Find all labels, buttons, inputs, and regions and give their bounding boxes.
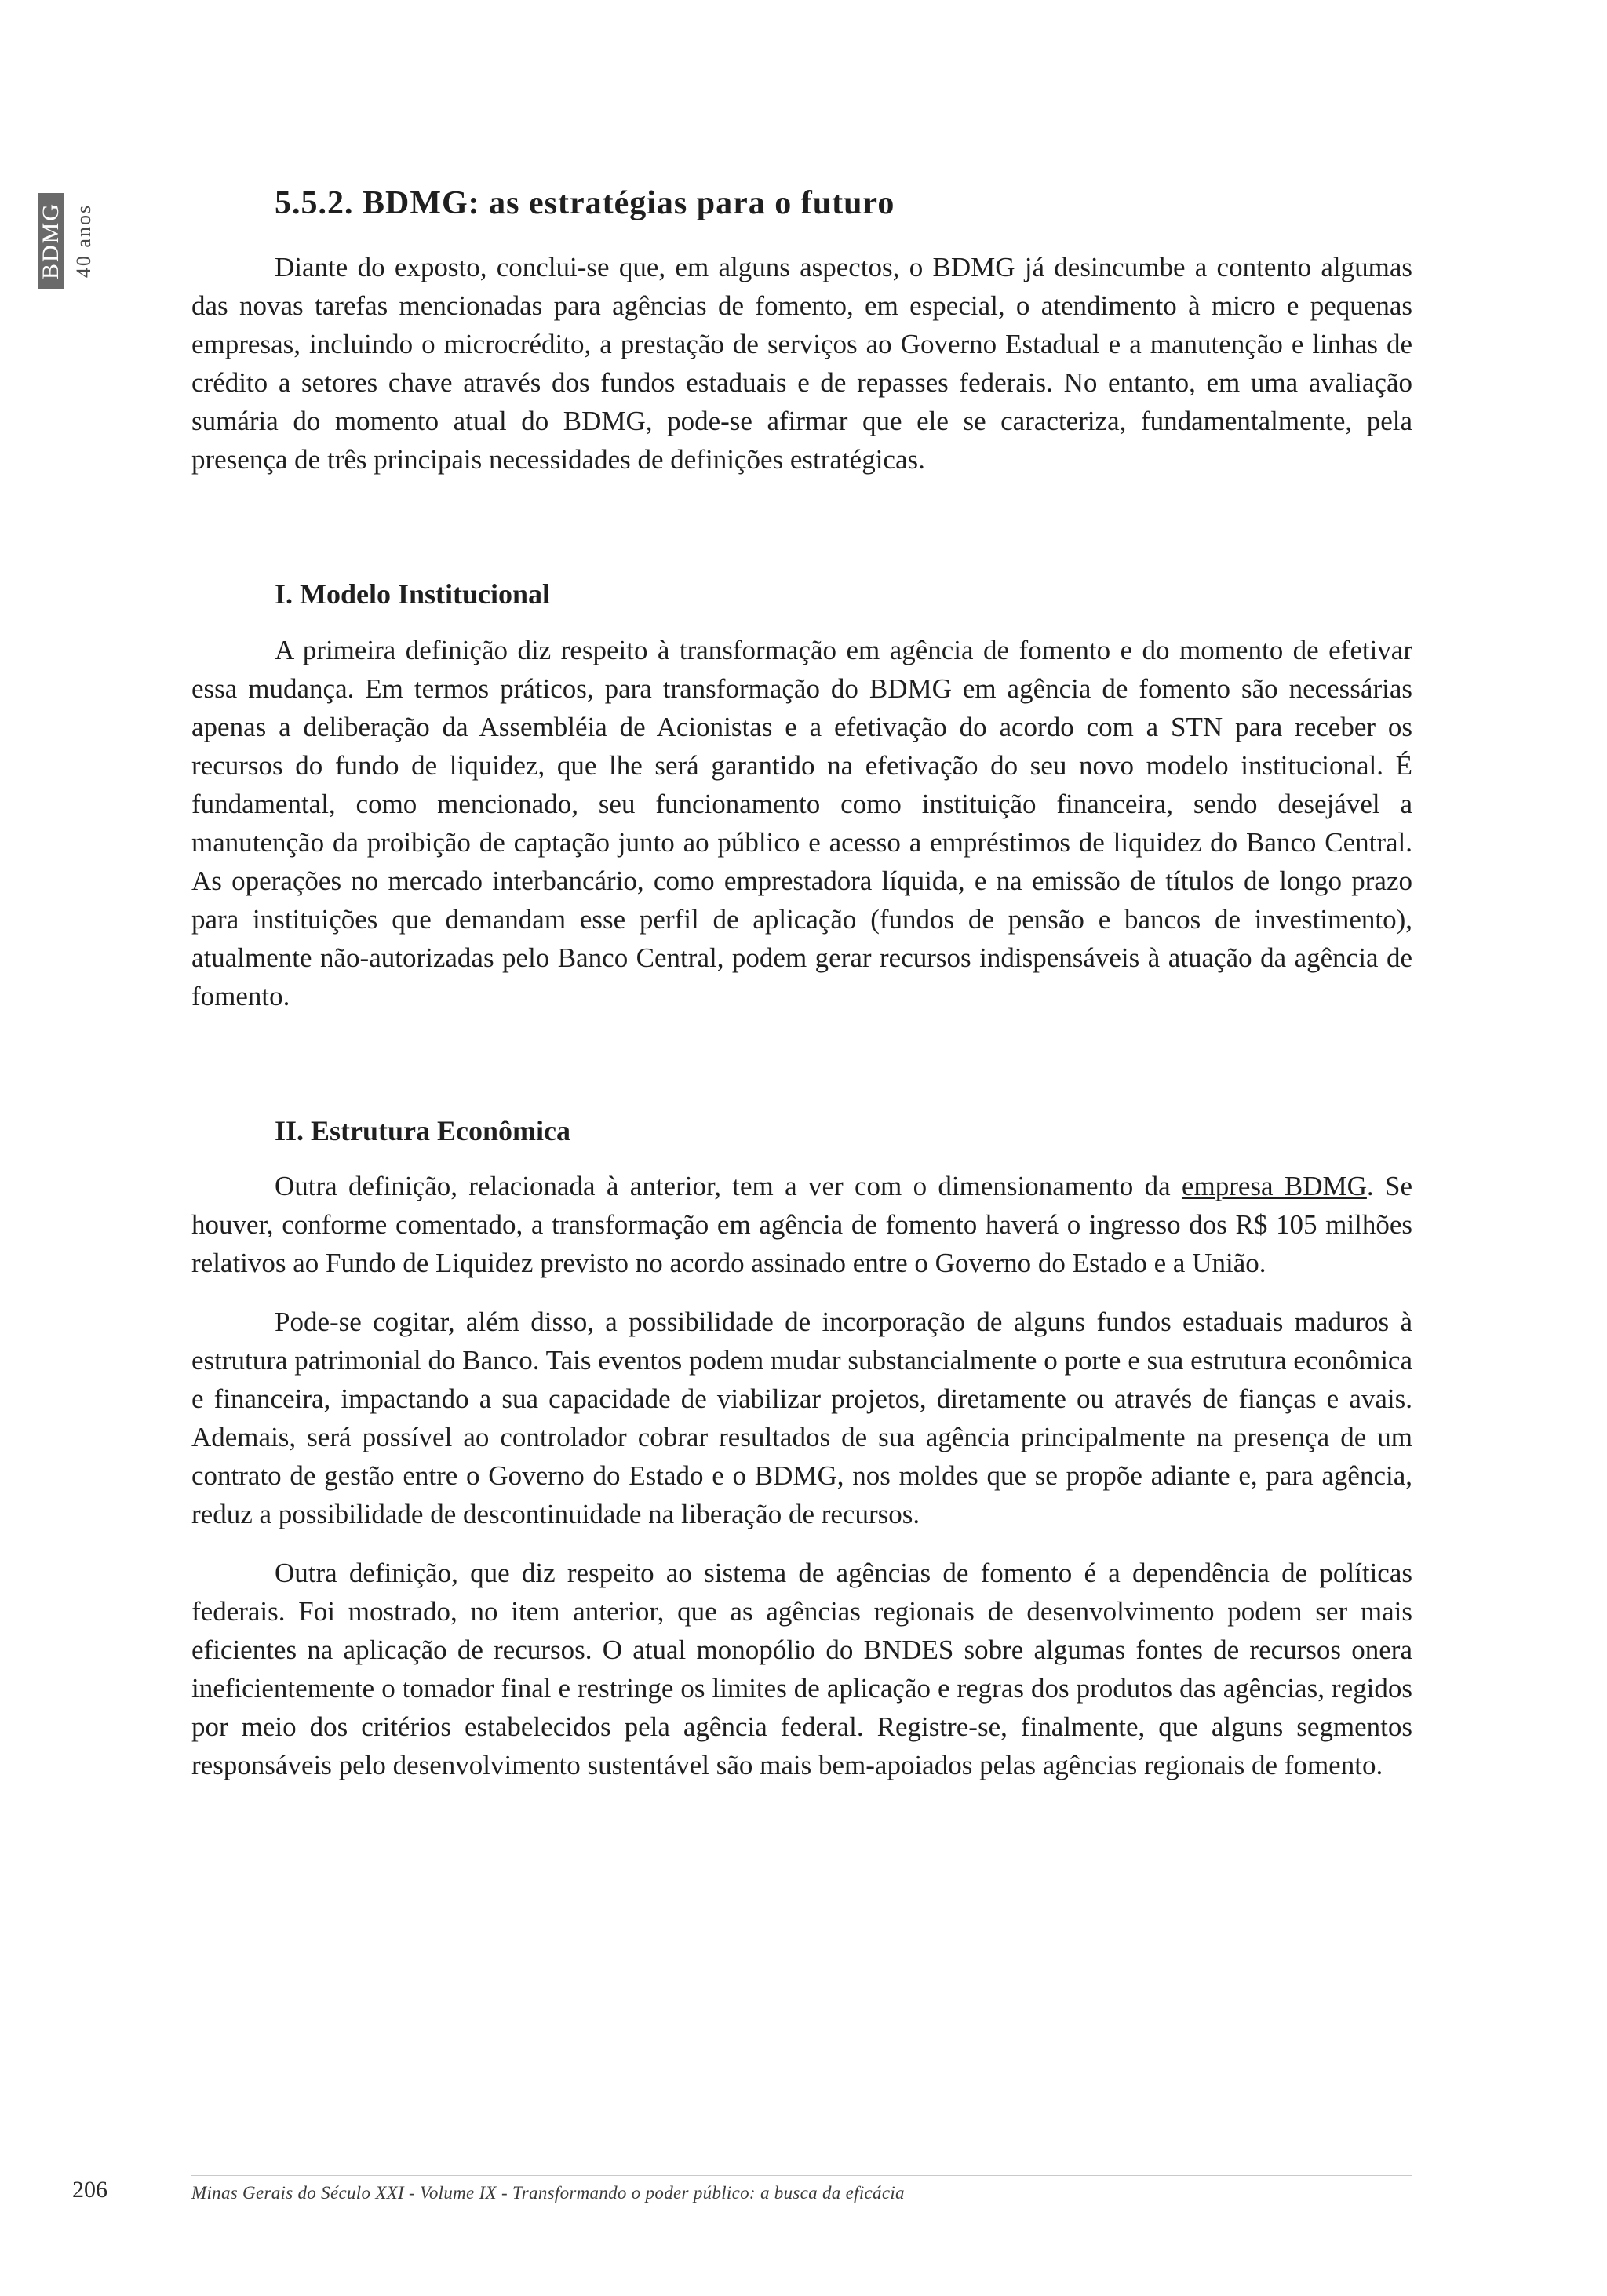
intro-paragraph: Diante do exposto, conclui-se que, em alguns aspectos, o BDMG já desincumbe a contento algumas das novas tarefas mencionadas para agências de fomento, em especial, o atendimento à micro e pequenas empresas, incluindo o microcrédito, a prestação de serviços ao Governo Estadual e a manutenção e linhas de crédito a setores chave através dos fundos estaduais e de repasses federais. No entanto, em uma avaliação sumária do momento atual do BDMG, pode-se afirmar que ele se caracteriza, fundamentalmente, pela presença de três principais necessidades de definições estratégicas. <box>191 252 1412 476</box>
subsection-title-modelo: I. Modelo Institucional <box>275 578 551 610</box>
side-tab-years-box <box>72 193 96 289</box>
estrutura-paragraph-1 <box>191 1167 1412 1282</box>
section-title: 5.5.2. BDMG: as estratégias para o futuro <box>275 185 895 221</box>
page-content <box>191 184 1412 1805</box>
paragraph-text: Outra definição, relacionada à anterior, tem a ver com o dimensionamento da <box>275 1170 1182 1201</box>
side-tab-brand-box <box>38 193 64 289</box>
footer-publication: Minas Gerais do Século XXI - Volume IX - Transformando o poder público: a busca da eficácia <box>191 2183 905 2203</box>
page-number: 206 <box>72 2177 107 2203</box>
subsection-title-estrutura: II. Estrutura Econômica <box>275 1114 570 1146</box>
side-tab <box>38 193 95 289</box>
estrutura-paragraph-2: Pode-se cogitar, além disso, a possibilidade de incorporação de alguns fundos estaduais maduros à estrutura patrimonial do Banco. Tais eventos podem mudar substancialmente o porte e sua estrutura econômica e financeira, impactando a sua capacidade de viabilizar projetos, diretamente ou através de fianças e avais. Ademais, será possível ao controlador cobrar resultados de sua agência principalmente na presença de um contrato de gestão entre o Governo do Estado e o BDMG, nos moldes que se propõe adiante e, para agência, reduz a possibilidade de descontinuidade na liberação de recursos. <box>191 1306 1412 1529</box>
side-tab-brand: BDMG <box>38 202 64 280</box>
side-tab-years: 40 anos <box>72 203 95 279</box>
paragraph-text: . Se houver, conforme comentado, a transformação em agência de fomento haverá o ingresso dos R$ 105 milhões relativos ao Fundo de Liquidez previsto no acordo assinado entre o Governo do Estado e a União. <box>191 1170 1413 1278</box>
spacer <box>191 1036 1412 1114</box>
estrutura-paragraph-3: Outra definição, que diz respeito ao sistema de agências de fomento é a dependência de políticas federais. Foi mostrado, no item anterior, que as agências regionais de desenvolvimento podem ser mais eficientes na aplicação de recursos. O atual monopólio do BNDES sobre algumas fontes de recursos onera ineficientemente o tomador final e restringe os limites de aplicação e regras dos produtos das agências, regidos por meio dos critérios estabelecidos pela agência federal. Registre-se, finalmente, que alguns segmentos responsáveis pelo desenvolvimento sustentável são mais bem-apoiados pelas agências regionais de fomento. <box>191 1557 1412 1780</box>
footer-divider <box>191 2175 1412 2176</box>
modelo-paragraph: A primeira definição diz respeito à transformação em agência de fomento e do momento de efetivar essa mudança. Em termos práticos, para transformação do BDMG em agência de fomento são necessárias apenas a deliberação da Assembléia de Acionistas e a efetivação do acordo com a STN para receber os recursos do fundo de liquidez, que lhe será garantido na efetivação do seu novo modelo institucional. É fundamental, como mencionado, seu funcionamento como instituição financeira, sendo desejável a manutenção da proibição de captação junto ao público e acesso a empréstimos de liquidez do Banco Central. As operações no mercado interbancário, como emprestadora líquida, e na emissão de títulos de longo prazo para instituições que demandam esse perfil de aplicação (fundos de pensão e bancos de investimento), atualmente não-autorizadas pelo Banco Central, podem gerar recursos indispensáveis à atuação da agência de fomento. <box>191 634 1412 1011</box>
underlined-term: empresa BDMG <box>1181 1170 1367 1201</box>
spacer <box>191 499 1412 578</box>
